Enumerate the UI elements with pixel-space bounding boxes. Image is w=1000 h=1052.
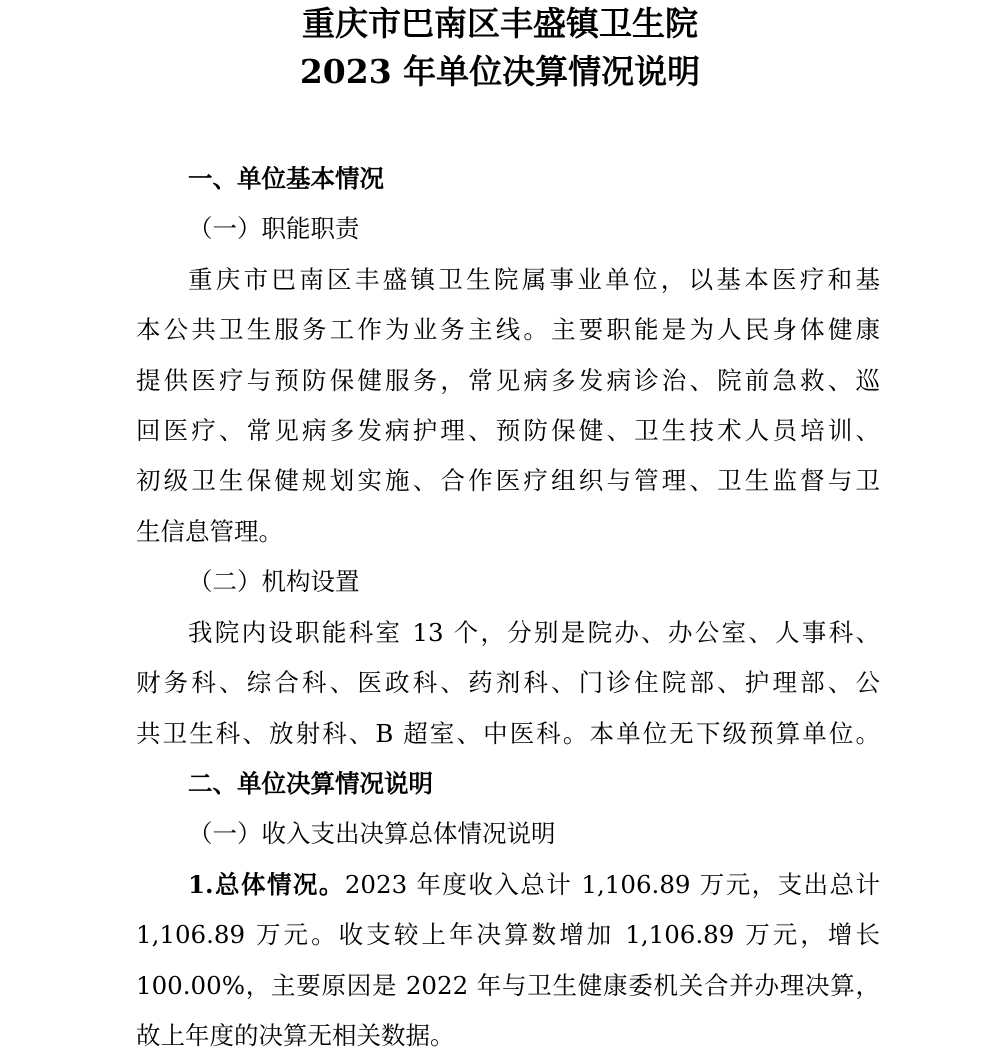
subsection-heading-revenue-expenditure: （一）收入支出决算总体情况说明 [188,819,556,848]
paragraph-line: 初级卫生保健规划实施、合作医疗组织与管理、卫生监督与卫 [136,466,880,495]
overview-lead: 1.总体情况。 [188,870,345,899]
paragraph-line: 提供医疗与预防保健服务，常见病多发病诊治、院前急救、巡 [136,366,880,395]
paragraph-line: 生信息管理。 [136,517,283,546]
paragraph-line: 本公共卫生服务工作为业务主线。主要职能是为人民身体健康 [136,315,880,344]
paragraph-line-overview [188,869,880,901]
paragraph-line: 财务科、综合科、医政科、药剂科、门诊住院部、护理部、公 [136,668,880,697]
section-heading-budget: 二、单位决算情况说明 [188,769,433,798]
paragraph-line: 共卫生科、放射科、B 超室、中医科。本单位无下级预算单位。 [136,719,880,748]
document-title-line1: 重庆市巴南区丰盛镇卫生院 [302,4,698,43]
overview-lead-text: 2023 年度收入总计 1,106.89 万元，支出总计 [344,870,880,899]
paragraph-line: 我院内设职能科室 13 个，分别是院办、办公室、人事科、 [188,618,880,647]
subsection-heading-organization: （二）机构设置 [188,567,360,596]
paragraph-line: 回医疗、常见病多发病护理、预防保健、卫生技术人员培训、 [136,416,880,445]
document-title-line2: 2023 年单位决算情况说明 [299,52,701,91]
subsection-heading-functions: （一）职能职责 [188,214,360,243]
section-heading-basic-info: 一、单位基本情况 [188,164,384,193]
paragraph-line: 故上年度的决算无相关数据。 [136,1021,455,1050]
paragraph-line: 100.00%，主要原因是 2022 年与卫生健康委机关合并办理决算， [136,971,880,1000]
paragraph-line: 重庆市巴南区丰盛镇卫生院属事业单位，以基本医疗和基 [188,265,880,294]
paragraph-line: 1,106.89 万元。收支较上年决算数增加 1,106.89 万元，增长 [136,920,880,949]
